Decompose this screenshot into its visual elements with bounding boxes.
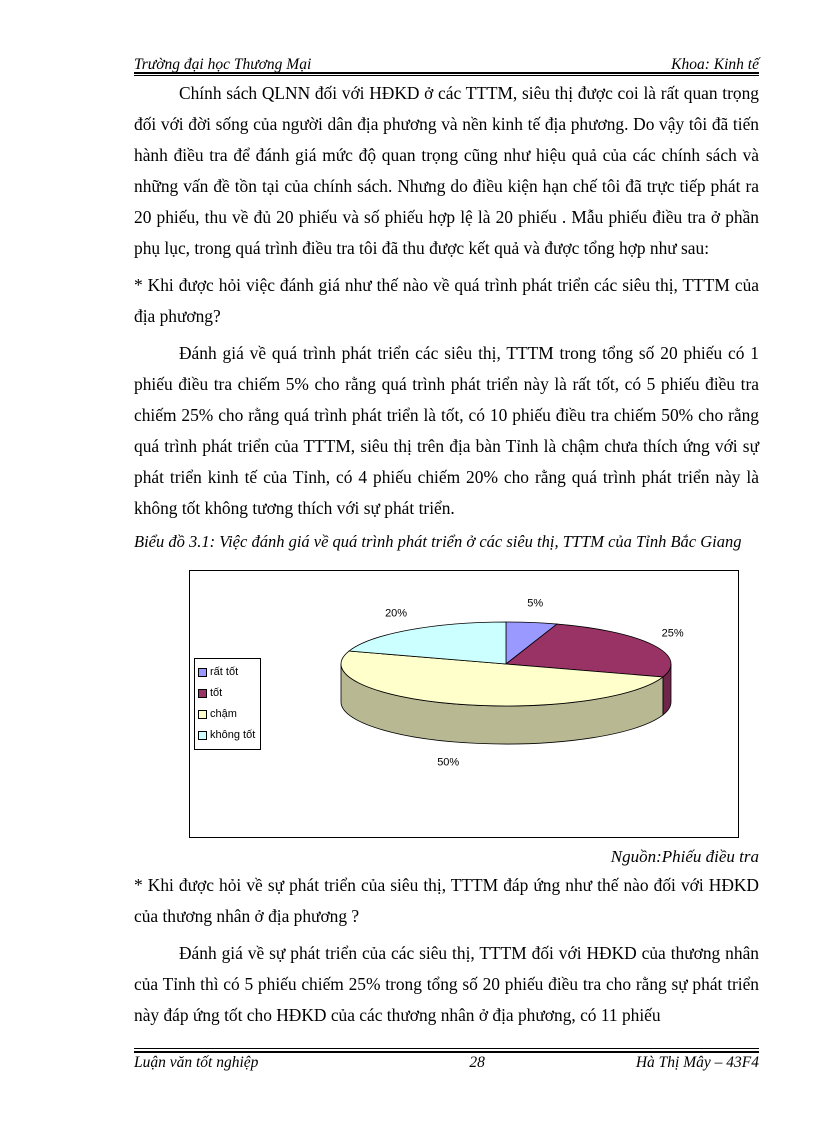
legend-swatch-icon [198,689,207,698]
footer-rule [134,1051,759,1053]
pie-data-label: 5% [527,597,544,610]
pie-chart [189,570,739,838]
chart-legend [194,658,261,750]
header-school: Trường đại học Thương Mại [134,56,312,73]
pie-data-label: 25% [661,627,684,640]
legend-swatch-icon [198,710,207,719]
legend-label: chậm [210,708,237,720]
footer-rule-thin [134,1048,759,1049]
chart-source: Nguồn:Phiếu điều tra [610,847,759,866]
header-rule [134,72,759,74]
header-faculty: Khoa: Kinh tế [671,56,759,73]
page-number: 28 [469,1054,485,1071]
legend-item [198,662,260,683]
question-1: * Khi được hỏi việc đánh giá như thế nào về quá trình phát triển các siêu thị, TTTM của địa phương? [134,275,759,326]
legend-swatch-icon [198,731,207,740]
page-header [134,52,759,74]
paragraph-answer-1: Đánh giá về quá trình phát triển các siêu thị, TTTM trong tổng số 20 phiếu có 1 phiếu điều tra chiếm 5% cho rằng quá trình phát triển này là rất tốt, có 5 phiếu điều tra chiếm 25% cho rằng quá trình phát triển là tốt, có 10 phiếu điều tra chiếm 50% cho rằng quá trình phát triển của TTTM, siêu thị trên địa bàn Tỉnh là chậm chưa thích ứng với sự phát triển kinh tế của Tỉnh, có 4 phiếu chiếm 20% cho rằng quá trình phát triển này là không tốt không tương thích với sự phát triển. [134,343,759,518]
pie-chart-svg [190,571,738,837]
legend-label: rất tốt [210,666,239,678]
paragraph-intro: Chính sách QLNN đối với HĐKD ở các TTTM, siêu thị được coi là rất quan trọng đối với đời sống của người dân địa phương và nền kinh tế địa phương. Do vậy tôi đã tiến hành điều tra để đánh giá mức độ quan trọng cũng như hiệu quả của các chính sách và những vấn đề tồn tại của chính sách. Nhưng do điều kiện hạn chế tôi đã trực tiếp phát ra 20 phiếu, thu về đủ 20 phiếu và số phiếu hợp lệ là 20 phiếu . Mẫu phiếu điều tra ở phần phụ lục, trong quá trình điều tra tôi đã thu được kết quả và được tổng hợp như sau: [134,83,759,258]
page-content [134,78,759,1031]
pie-data-label: 50% [437,756,460,769]
legend-label: không tốt [210,729,256,741]
question-2: * Khi được hỏi về sự phát triển của siêu thị, TTTM đáp ứng như thế nào đối với HĐKD của thương nhân ở địa phương ? [134,875,759,926]
footer-thesis: Luận văn tốt nghiệp [134,1054,259,1071]
page-footer [134,1054,759,1072]
footer-author: Hà Thị Mây – 43F4 [635,1054,759,1071]
legend-label: tốt [210,687,223,699]
legend-swatch-icon [198,668,207,677]
paragraph-answer-2: Đánh giá về sự phát triển của các siêu thị, TTTM đối với HĐKD của thương nhân của Tỉnh thì có 5 phiếu chiếm 25% trong tổng số 20 phiếu điều tra cho rằng sự phát triển này đáp ứng tốt cho HĐKD của các thương nhân ở địa phương, có 11 phiếu [134,943,759,1025]
pie-data-label: 20% [385,607,408,620]
chart-caption: Biểu đồ 3.1: Việc đánh giá về quá trình phát triển ở các siêu thị, TTTM của Tỉnh Bắc Giang [134,532,742,551]
header-rule-thin [134,75,759,76]
legend-item [198,725,260,746]
